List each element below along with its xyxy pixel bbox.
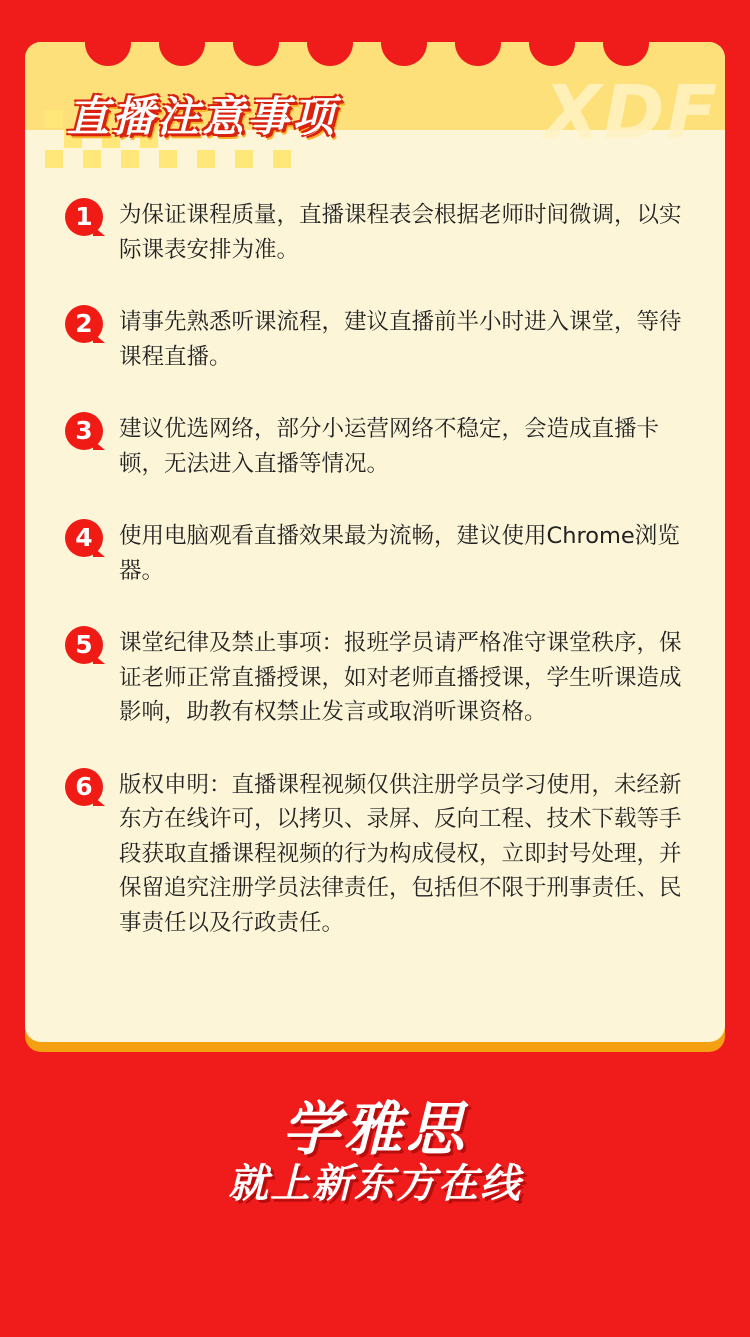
- scallop-decoration: [455, 42, 501, 66]
- number-badge: 3: [65, 412, 103, 450]
- notice-text: 使用电脑观看直播效果最为流畅，建议使用Chrome浏览器。: [119, 523, 680, 584]
- notice-text: 请事先熟悉听课流程，建议直播前半小时进入课堂，等待课程直播。: [119, 309, 682, 370]
- number-badge: 1: [65, 198, 103, 236]
- notice-text: 建议优选网络，部分小运营网络不稳定，会造成直播卡顿，无法进入直播等情况。: [119, 416, 660, 477]
- notice-item: [65, 626, 695, 730]
- notice-item: [65, 305, 695, 374]
- number-badge: 4: [65, 519, 103, 557]
- scallop-decoration: [529, 42, 575, 66]
- number-badge: 2: [65, 305, 103, 343]
- notice-text: 为保证课程质量，直播课程表会根据老师时间微调，以实际课表安排为准。: [119, 202, 682, 263]
- xdf-watermark: XDF: [543, 70, 719, 156]
- notice-item: [65, 519, 695, 588]
- notice-text: 版权申明：直播课程视频仅供注册学员学习使用，未经新东方在线许可，以拷贝、录屏、反向工程、技术下载等手段获取直播课程视频的行为构成侵权，立即封号处理，并保留追究注册学员法律责任，包括但不限于刑事责任、民事责任以及行政责任。: [119, 771, 682, 936]
- page-title: 直播注意事项: [67, 92, 338, 141]
- notice-item: [65, 412, 695, 481]
- notice-item: [65, 198, 695, 267]
- notice-item: [65, 768, 695, 941]
- scallop-decoration: [233, 42, 279, 66]
- number-badge: 5: [65, 626, 103, 664]
- notice-card: [25, 42, 725, 1052]
- scallop-decoration: [603, 42, 649, 66]
- scallop-decoration: [381, 42, 427, 66]
- scallop-decoration: [159, 42, 205, 66]
- slogan-sub: 就上新东方在线: [228, 1161, 522, 1207]
- slogan-main: 学雅思: [281, 1095, 468, 1163]
- notice-text: 课堂纪律及禁止事项：报班学员请严格准守课堂秩序，保证老师正常直播授课，如对老师直播授课，学生听课造成影响，助教有权禁止发言或取消听课资格。: [119, 630, 682, 725]
- notice-list: [65, 198, 695, 978]
- scallop-decoration: [85, 42, 131, 66]
- number-badge: 6: [65, 768, 103, 806]
- scallop-decoration: [307, 42, 353, 66]
- card-body: [25, 42, 725, 1042]
